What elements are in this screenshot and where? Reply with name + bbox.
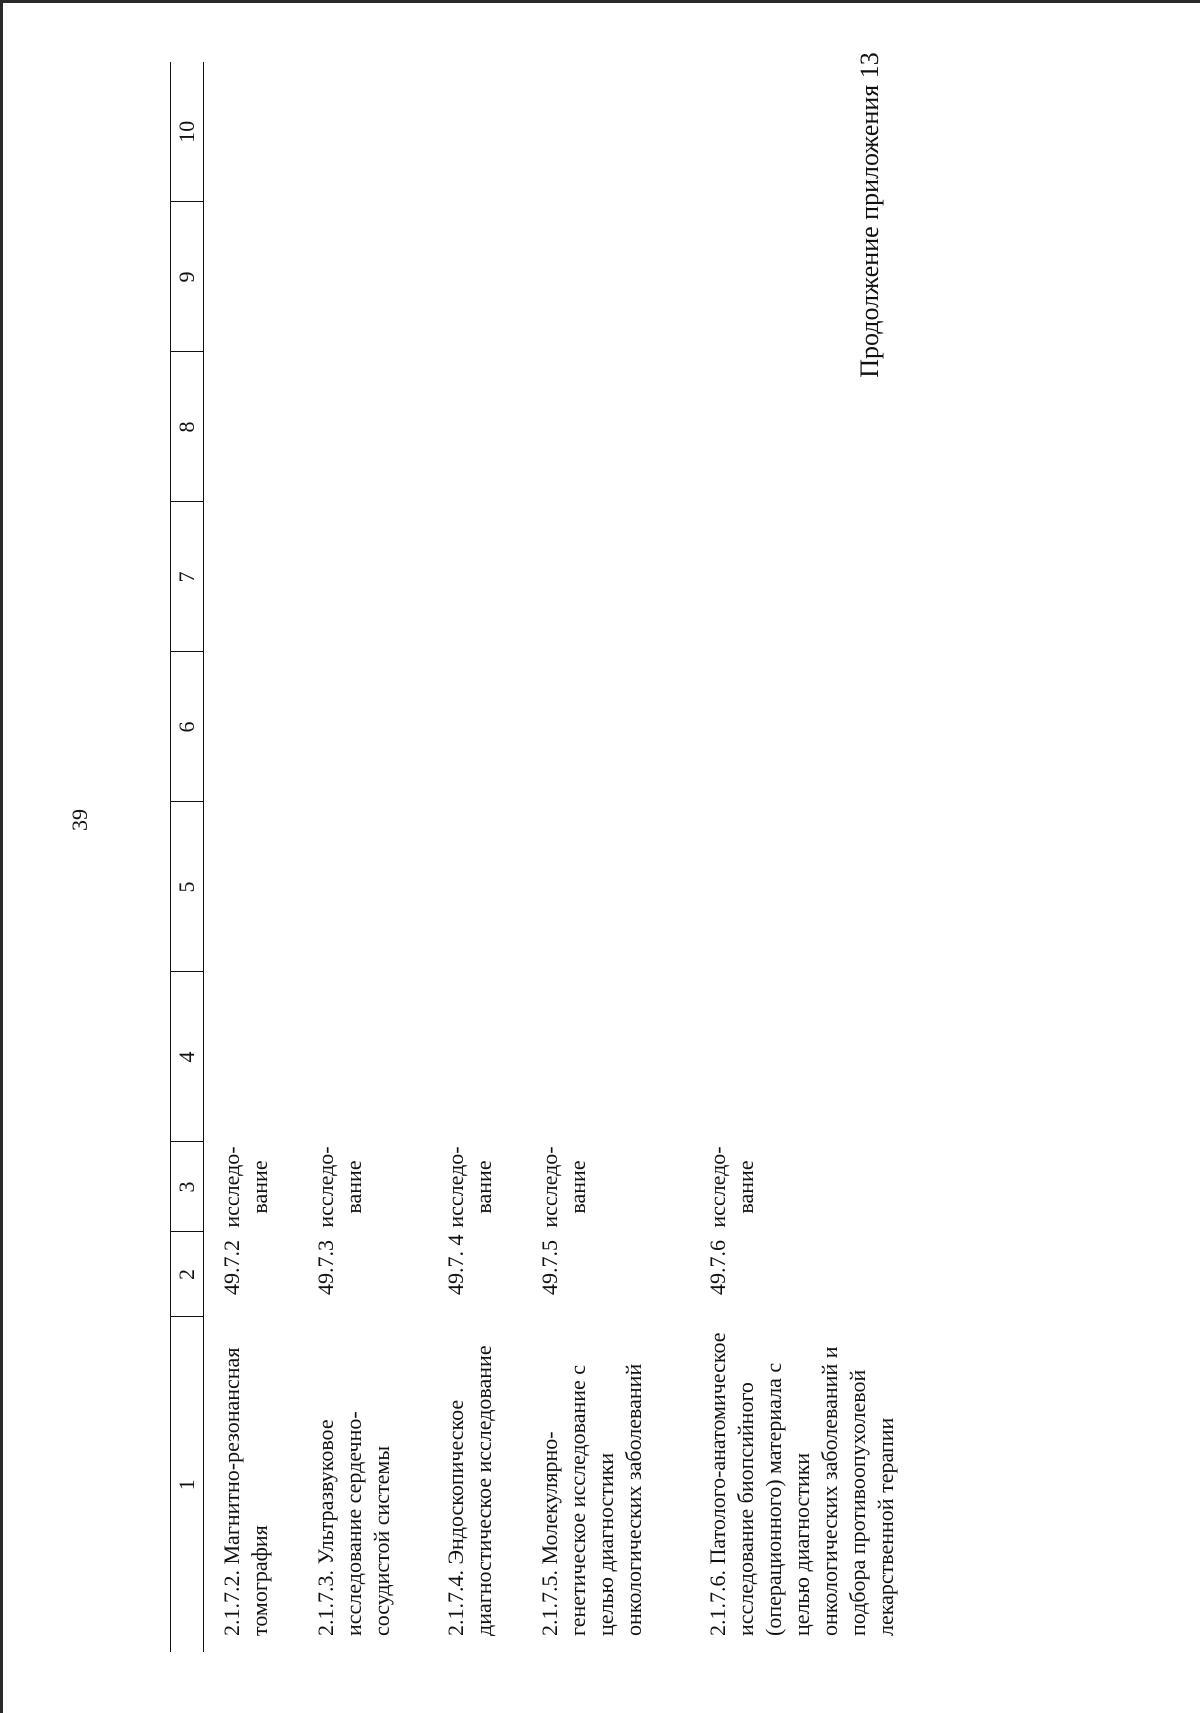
- table-row: [690, 62, 970, 1652]
- service-name: 2.1.7.6. Патолого-анатомическое исследование биопсийного (операционного) материала с целью диагностики онкологических заболеваний и подбора противоопухолевой лекарственной терапии: [704, 1332, 898, 1636]
- column-number: 10: [171, 62, 204, 202]
- empty-cell: [298, 352, 429, 502]
- empty-cell: [428, 352, 521, 502]
- empty-cell: [690, 202, 970, 352]
- table-row: [204, 62, 298, 1652]
- service-name: 2.1.7.4. Эндоскопическое диагностическое исследование: [443, 1345, 497, 1636]
- rotated-table-container: [170, 62, 970, 1652]
- empty-cell: [690, 352, 970, 502]
- scan-edge-top: [0, 0, 1200, 3]
- unit-line: вание: [471, 1160, 497, 1214]
- unit-cell: [428, 1142, 521, 1232]
- empty-cell: [204, 202, 298, 352]
- empty-cell: [522, 352, 690, 502]
- unit-line: исследо-: [536, 1146, 562, 1228]
- service-code: 49.7.2: [219, 1240, 244, 1295]
- unit-line: исследо-: [312, 1146, 338, 1228]
- column-number: 7: [171, 502, 204, 652]
- column-number: 8: [171, 352, 204, 502]
- empty-cell: [204, 502, 298, 652]
- page-number: 39: [67, 809, 92, 831]
- unit-line: исследо-: [704, 1146, 730, 1228]
- table-row: [298, 62, 429, 1652]
- empty-cell: [428, 502, 521, 652]
- empty-cell: [298, 62, 429, 202]
- column-number: 9: [171, 202, 204, 352]
- service-code: 49.7. 4: [443, 1234, 469, 1295]
- column-number: 6: [171, 652, 204, 802]
- table-row: [428, 62, 521, 1652]
- column-number: 1: [171, 1317, 204, 1652]
- unit-cell: [522, 1142, 690, 1232]
- empty-cell: [522, 802, 690, 972]
- scan-edge-left: [0, 0, 3, 1713]
- empty-cell: [428, 202, 521, 352]
- column-number-row: [171, 62, 204, 1652]
- empty-cell: [204, 352, 298, 502]
- empty-cell: [690, 62, 970, 202]
- column-number: 4: [171, 972, 204, 1142]
- empty-cell: [298, 802, 429, 972]
- empty-cell: [522, 652, 690, 802]
- empty-cell: [204, 972, 298, 1142]
- unit-cell: [204, 1142, 298, 1232]
- empty-cell: [522, 502, 690, 652]
- empty-cell: [298, 202, 429, 352]
- empty-cell: [690, 502, 970, 652]
- unit-line: исследо-: [219, 1146, 244, 1228]
- empty-cell: [428, 802, 521, 972]
- empty-cell: [522, 62, 690, 202]
- unit-line: вание: [732, 1160, 758, 1214]
- empty-cell: [298, 502, 429, 652]
- column-number: 3: [171, 1142, 204, 1232]
- empty-cell: [522, 972, 690, 1142]
- table-row: [522, 62, 690, 1652]
- empty-cell: [690, 652, 970, 802]
- unit-line: вание: [340, 1160, 366, 1214]
- empty-cell: [690, 972, 970, 1142]
- column-number: 2: [171, 1232, 204, 1317]
- unit-line: вание: [247, 1160, 272, 1214]
- service-name: 2.1.7.5. Молекулярно-генетическое исследование с целью диагностики онкологических заболеваний: [536, 1363, 646, 1636]
- empty-cell: [204, 652, 298, 802]
- empty-cell: [298, 652, 429, 802]
- empty-cell: [428, 652, 521, 802]
- column-number: 5: [171, 802, 204, 972]
- empty-cell: [428, 972, 521, 1142]
- unit-cell: [690, 1142, 970, 1232]
- unit-line: вание: [564, 1160, 590, 1214]
- data-table: [170, 62, 970, 1652]
- empty-cell: [298, 972, 429, 1142]
- continuation-note: Продолжение приложения 13: [855, 52, 884, 378]
- empty-cell: [690, 802, 970, 972]
- empty-cell: [522, 202, 690, 352]
- service-code: 49.7.3: [312, 1240, 338, 1295]
- empty-cell: [428, 62, 521, 202]
- unit-line: исследо-: [443, 1146, 469, 1228]
- service-name: 2.1.7.3. Ультразвуковое исследование сердечно-сосудистой системы: [312, 1411, 394, 1636]
- service-code: 49.7.5: [536, 1240, 562, 1295]
- service-name: 2.1.7.2. Магнитно-резонансная томография: [219, 1347, 272, 1636]
- service-code: 49.7.6: [704, 1240, 730, 1295]
- unit-cell: [298, 1142, 429, 1232]
- empty-cell: [204, 802, 298, 972]
- empty-cell: [204, 62, 298, 202]
